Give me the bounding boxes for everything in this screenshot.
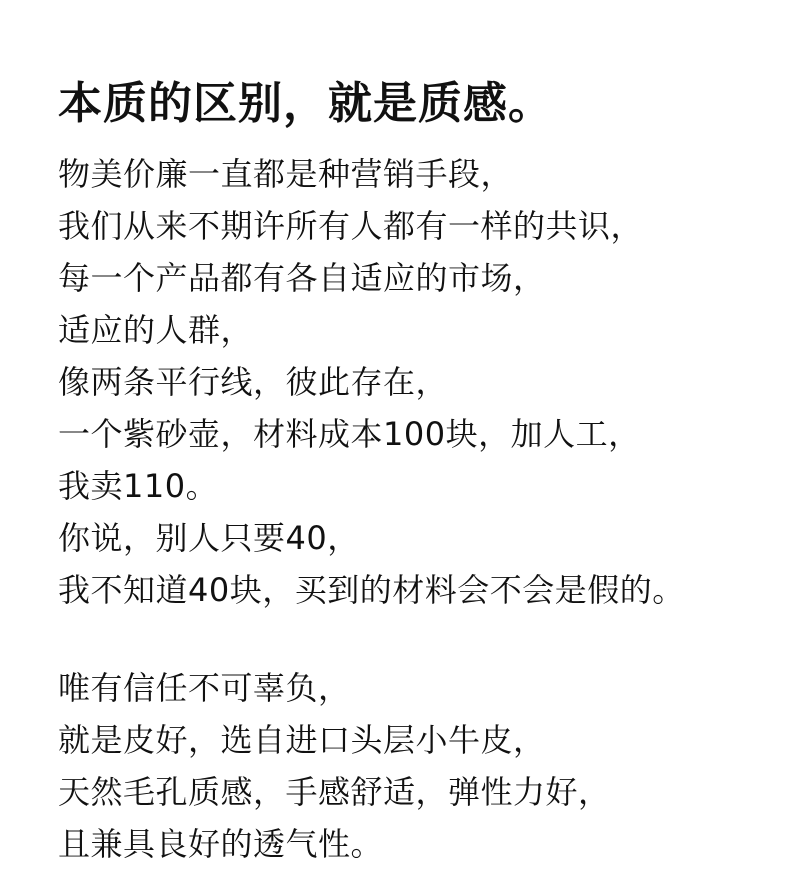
text-line: 天然毛孔质感，手感舒适，弹性力好， bbox=[58, 773, 611, 811]
text-line: 物美价廉一直都是种营销手段， bbox=[58, 155, 514, 193]
text-line: 像两条平行线，彼此存在， bbox=[58, 363, 449, 401]
text-line: 一个紫砂壶，材料成本100块，加人工， bbox=[58, 415, 641, 453]
text-line: 我不知道40块，买到的材料会不会是假的。 bbox=[58, 571, 685, 609]
text-line: 唯有信任不可辜负， bbox=[58, 669, 351, 707]
article-title: 本质的区别，就是质感。 bbox=[58, 78, 553, 129]
text-line: 且兼具良好的透气性。 bbox=[58, 825, 384, 863]
text-line: 我卖110。 bbox=[58, 467, 219, 505]
text-line: 你说，别人只要40， bbox=[58, 519, 360, 557]
paragraph-spacer bbox=[58, 616, 778, 662]
article-body bbox=[58, 148, 778, 870]
text-line: 我们从来不期许所有人都有一样的共识， bbox=[58, 207, 644, 245]
text-line: 每一个产品都有各自适应的市场， bbox=[58, 259, 546, 297]
text-line: 适应的人群， bbox=[58, 311, 254, 349]
text-line: 就是皮好，选自进口头层小牛皮， bbox=[58, 721, 546, 759]
